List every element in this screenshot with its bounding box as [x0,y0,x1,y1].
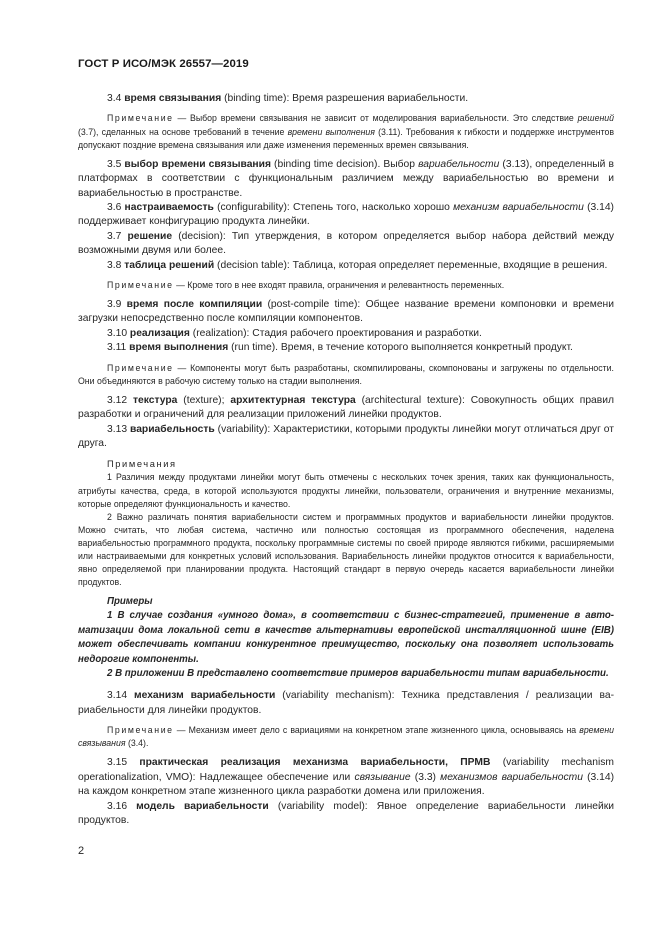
note-3-11: Примечание — Компоненты могут быть разработаны, скомпилированы, скомпонованы и загружены по отдельности. Они объединяются в рабочую систему только на стадии выполнения. [78,362,614,386]
examples-label: Примеры [107,596,153,608]
term-3-8: 3.8 таблица решений (decision table): Таблица, которая определяет переменные, входящие в решения. [107,259,608,271]
example-2: 2 В приложении В представлено соответствие примеров вариабельности типам вариабельности. [107,667,609,679]
document-body [78,92,614,828]
note-3-8: Примечание — Кроме того в нее входят правила, ограничения и релевантность переменных. [107,279,505,290]
term-3-12: 3.12 текстура (texture); архитектурная текстура (architectural texture): Совокупность общих правил разработки и ограничений для реализации приложений линейки продуктов. [78,394,615,421]
term-3-5: 3.5 выбор времени связывания (binding time decision). Выбор вариабельности (3.13), определенный в платформах в соответствии с функциональным различием между вариабельностью во времени и вариабельностью в пространстве. [78,158,614,199]
term-3-14: 3.14 механизм вариабельности (variability mechanism): Техника представления / реализации вариабельности для линейки продуктов. [78,690,614,716]
note-3-14: Примечание — Механизм имеет дело с вариациями на конкретном этапе жизненного цикла, основываясь на времени связывания (3.4). [78,725,614,749]
term-3-4: 3.4 время связывания (binding time): Время разрешения вариабельности. [107,93,469,104]
note-3-13-2: 2 Важно различать понятия вариабельности систем и программных продуктов и вариабельности линейки продуктов. Можно считать, что любая система, частично или полностью состоящая из программного обеспечения, наделена вариабельностью программного продукта, поскольку программные системы по своей природе являются гибкими, расширяемыми или настраиваемыми для конкретных условий использования. Вариабельность линейки продуктов относится к вариабельности, явно определяемой при планировании продукта. Настоящий стандарт в первую очередь касается вариабельности линейки продуктов. [78,511,614,588]
term-3-16: 3.16 модель вариабельности (variability model): Явное определение вариабельности линейки продуктов. [78,800,615,826]
example-1: 1 В случае создания «умного дома», в соответствии с бизнес-стратегией, применение в автоматизации дома локальной сети в качестве альтернативы европейской инсталляционной шине (EIB) может обеспечивать компании конкурентное преимущество, поскольку она позволяет использовать недорогие компоненты. [78,610,614,665]
term-3-9: 3.9 время после компиляции (post-compile time): Общее название времени компоновки и времени загрузки непосредственно после компиляции компонентов. [78,299,614,325]
note-3-4: Примечание — Выбор времени связывания не зависит от моделирования вариабельности. Это следствие решений (3.7), сделанных на основе требований в течение времени выполнения (3.11). Требования к гибкости и поддержке инструментов допускают поздние времена связывания или даже изменения переменных времен связывания. [78,113,615,150]
term-3-11: 3.11 время выполнения (run time). Время, в течение которого выполняется конкретный продукт. [107,342,573,354]
notes-label-3-13: Примечания [107,459,177,470]
term-3-6: 3.6 настраиваемость (configurability): Степень того, насколько хорошо механизм вариабельности (3.14) поддерживает конфигурацию продукта линейки. [78,201,614,228]
term-3-10: 3.10 реализация (realization): Стадия рабочего проектирования и разработки. [107,327,482,339]
page-number: 2 [78,845,85,857]
note-3-13-1: 1 Различия между продуктами линейки могут быть отмечены с нескольких точек зрения, таких как функциональность, атрибуты качества, среда, в которой используются продукты линейки, пользователи, ограничения и внутренние механизмы, которые определяют функциональность и качество. [78,472,614,509]
term-3-13: 3.13 вариабельность (variability): Характеристики, которыми продукты линейки могут отличаться друг от друга. [78,423,614,450]
page-header: ГОСТ Р ИСО/МЭК 26557—2019 [78,58,249,70]
term-3-7: 3.7 решение (decision): Тип утверждения, в котором определяется выбор набора действий между возможными двумя или более. [78,230,614,257]
term-3-15: 3.15 практическая реализация механизма вариабельности, ПРМВ (variability mechanism operationalization, VMO): Надлежащее обеспечение или связывание (3.3) механизмов вариабельности (3.14) на каждом конкретном этапе жизненного цикла разработки домена или приложения. [78,757,615,798]
